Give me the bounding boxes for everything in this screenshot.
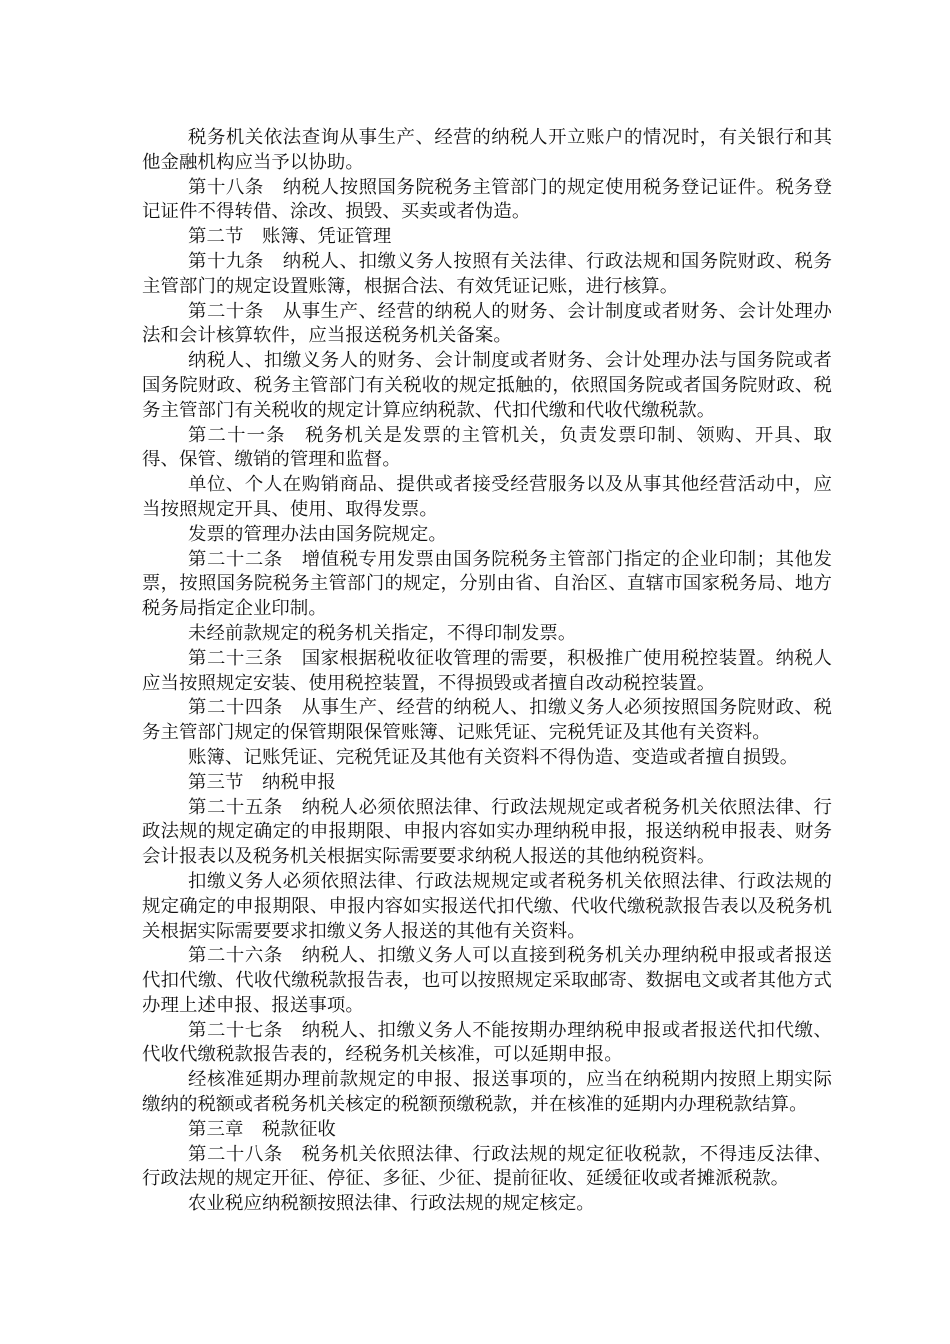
- paragraph-article-26: 第二十六条 纳税人、扣缴义务人可以直接到税务机关办理纳税申报或者报送代扣代缴、代收代缴税款报告表，也可以按照规定采取邮寄、数据电文或者其他方式办理上述申报、报送事项。: [142, 945, 832, 1016]
- section-heading-2: 第二节 账簿、凭证管理: [188, 226, 392, 248]
- paragraph-article-22-clause-2: 未经前款规定的税务机关指定，不得印制发票。: [188, 622, 577, 644]
- paragraph-bank-assistance: 税务机关依法查询从事生产、经营的纳税人开立账户的情况时，有关银行和其他金融机构应当予以协助。: [142, 127, 832, 173]
- paragraph-article-27-clause-2: 经核准延期办理前款规定的申报、报送事项的，应当在纳税期内按照上期实际缴纳的税额或者税务机关核定的税额预缴税款，并在核准的延期内办理税款结算。: [142, 1069, 832, 1116]
- paragraph-article-22: 第二十二条 增值税专用发票由国务院税务主管部门指定的企业印制；其他发票，按照国务院税务主管部门的规定，分别由省、自治区、直辖市国家税务局、地方税务局指定企业印制。: [142, 548, 832, 620]
- paragraph-article-24-clause-2: 账簿、记账凭证、完税凭证及其他有关资料不得伪造、变造或者擅自损毁。: [188, 746, 799, 768]
- paragraph-article-18: 第十八条 纳税人按照国务院税务主管部门的规定使用税务登记证件。税务登记证件不得转借、涂改、损毁、买卖或者伪造。: [142, 176, 832, 223]
- paragraph-article-19: 第十九条 纳税人、扣缴义务人按照有关法律、行政法规和国务院财政、税务主管部门的规定设置账簿，根据合法、有效凭证记账，进行核算。: [142, 250, 832, 297]
- paragraph-article-21: 第二十一条 税务机关是发票的主管机关，负责发票印制、领购、开具、取得、保管、缴销的管理和监督。: [142, 424, 832, 471]
- paragraph-article-23: 第二十三条 国家根据税收征收管理的需要，积极推广使用税控装置。纳税人应当按照规定安装、使用税控装置，不得损毁或者擅自改动税控装置。: [142, 647, 832, 694]
- paragraph-article-27: 第二十七条 纳税人、扣缴义务人不能按期办理纳税申报或者报送代扣代缴、代收代缴税款报告表的，经税务机关核准，可以延期申报。: [142, 1019, 832, 1066]
- paragraph-article-21-clause-3: 发票的管理办法由国务院规定。: [188, 523, 447, 545]
- paragraph-article-24: 第二十四条 从事生产、经营的纳税人、扣缴义务人必须按照国务院财政、税务主管部门规定的保管期限保管账簿、记账凭证、完税凭证及其他有关资料。: [142, 697, 832, 744]
- chapter-heading-3: 第三章 税款征收: [188, 1118, 336, 1140]
- paragraph-article-20-clause-2: 纳税人、扣缴义务人的财务、会计制度或者财务、会计处理办法与国务院或者国务院财政、税务主管部门有关税收的规定抵触的，依照国务院或者国务院财政、税务主管部门有关税收的规定计算应纳税款、代扣代缴和代收代缴税款。: [142, 350, 832, 421]
- paragraph-article-28: 第二十八条 税务机关依照法律、行政法规的规定征收税款，不得违反法律、行政法规的规定开征、停征、多征、少征、提前征收、延缓征收或者摊派税款。: [142, 1143, 832, 1190]
- paragraph-article-21-clause-2: 单位、个人在购销商品、提供或者接受经营服务以及从事其他经营活动中，应当按照规定开具、使用、取得发票。: [142, 474, 832, 520]
- paragraph-article-25: 第二十五条 纳税人必须依照法律、行政法规规定或者税务机关依照法律、行政法规的规定确定的申报期限、申报内容如实办理纳税申报，报送纳税申报表、财务会计报表以及税务机关根据实际需要要求纳税人报送的其他纳税资料。: [142, 796, 832, 868]
- paragraph-article-25-clause-2: 扣缴义务人必须依照法律、行政法规规定或者税务机关依照法律、行政法规的规定确定的申报期限、申报内容如实报送代扣代缴、代收代缴税款报告表以及税务机关根据实际需要要求扣缴义务人报送的其他有关资料。: [142, 870, 832, 942]
- paragraph-article-20: 第二十条 从事生产、经营的纳税人的财务、会计制度或者财务、会计处理办法和会计核算软件，应当报送税务机关备案。: [142, 300, 832, 347]
- section-heading-3: 第三节 纳税申报: [188, 771, 336, 793]
- paragraph-article-28-clause-2: 农业税应纳税额按照法律、行政法规的规定核定。: [188, 1193, 595, 1215]
- document-body: [142, 126, 832, 1217]
